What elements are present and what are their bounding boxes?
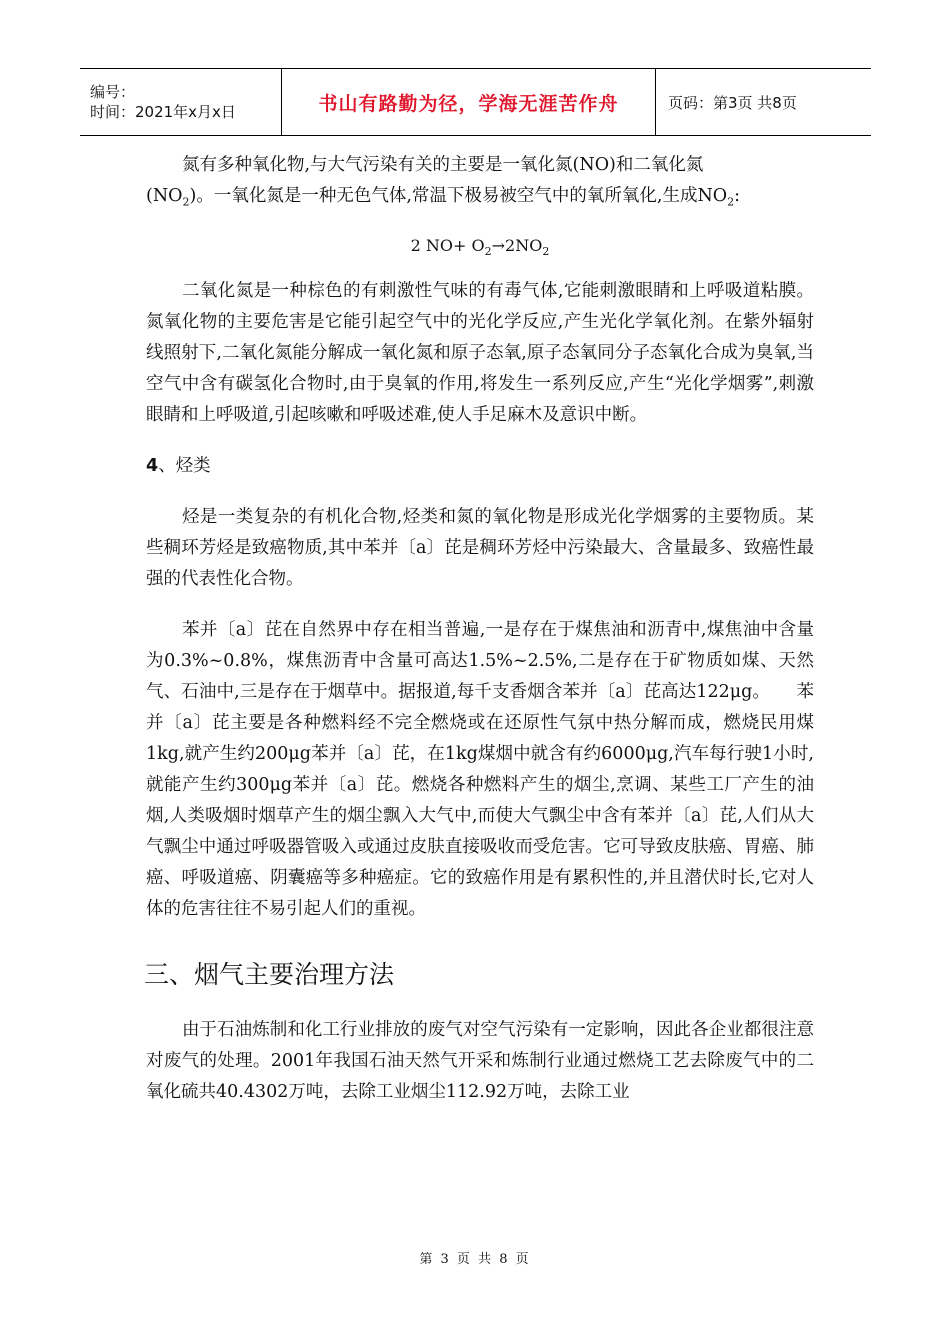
paragraph-benzopyrene: 苯并〔a〕芘在自然界中存在相当普遍,一是存在于煤焦油和沥青中,煤焦油中含量为0.3%~0.8%，煤焦沥青中含量可高达1.5%~2.5%,二是存在于矿物质如煤、天然气、石油中,三是存在于烟草中。据报道,每千支香烟含苯并〔a〕芘高达122μg。 苯并〔a〕芘主要是各种燃料经不完全燃烧或在还原性气氛中热分解而成，燃烧民用煤1kg,就产生约200μg苯并〔a〕芘，在1kg煤烟中就含有约6000μg,汽车每行驶1小时,就能产生约300μg苯并〔a〕芘。燃烧各种燃料产生的烟尘,烹调、某些工厂产生的油烟,人类吸烟时烟草产生的烟尘飘入大气中,而使大气飘尘中含有苯并〔a〕芘,人们从大气飘尘中通过呼吸器管吸入或通过皮肤直接吸收而受危害。它可导致皮肤癌、胃癌、肺癌、呼吸道癌、阴囊癌等多种癌症。它的致癌作用是有累积性的,并且潜伏时长,它对人体的危害往往不易引起人们的重视。: [146, 619, 814, 919]
equation-part-b: →2NO: [491, 235, 543, 255]
section-title-flue-gas: 三、烟气主要治理方法: [144, 959, 395, 989]
subscript-2: 2: [542, 244, 550, 258]
p1-text-a: 氮有多种氧化物,与大气污染有关的主要是一氧化氮(NO)和二氧化氮: [182, 155, 704, 175]
paragraph-nitrogen-oxides: [146, 150, 814, 181]
header-motto: [282, 69, 656, 135]
paragraph-treatment: 由于石油炼制和化工行业排放的废气对空气污染有一定影响，因此各企业都很注意对废气的处理。2001年我国石油天然气开采和炼制行业通过燃烧工艺去除废气中的二氧化硫共40.4302万吨，去除工业烟尘112.92万吨，去除工业: [146, 1019, 814, 1102]
page-info-text: 页码：第3页 共8页: [668, 93, 797, 112]
subscript-2: 2: [182, 195, 190, 209]
p1-text-b2: )。一氧化氮是一种无色气体,常温下极易被空气中的氧所氧化,生成NO: [189, 186, 728, 206]
paragraph-no2-hazards: 二氧化氮是一种棕色的有刺激性气味的有毒气体,它能刺激眼睛和上呼吸道粘膜。氮氧化物的主要危害是它能引起空气中的光化学反应,产生光化学氧化剂。在紫外辐射线照射下,二氧化氮能分解成一氧化氮和原子态氧,原子态氧同分子态氧化合成为臭氧,当空气中含有碳氢化合物时,由于臭氧的作用,将发生一系列反应,产生“光化学烟雾”,刺激眼睛和上呼吸道,引起咳嗽和呼吸述难,使人手足麻木及意识中断。: [146, 280, 814, 425]
date-label: 时间：2021年x月x日: [90, 103, 236, 121]
header-meta: [80, 69, 282, 135]
serial-number-label: 编号：: [90, 83, 136, 101]
paragraph-nitrogen-oxides-cont: [146, 181, 814, 218]
subscript-2: 2: [484, 244, 492, 258]
subheading-hydrocarbons: [146, 451, 814, 482]
p1-text-b3: :: [734, 186, 741, 206]
subheading-number: 4: [146, 455, 159, 476]
document-header: [80, 68, 871, 136]
header-page-info: [656, 69, 871, 135]
document-body: [146, 150, 814, 1108]
equation-part-a: 2 NO+ O: [410, 235, 485, 255]
page-footer: 第 3 页 共 8 页: [419, 1252, 531, 1267]
motto-text: 书山有路勤为径，学海无涯苦作舟: [318, 92, 619, 115]
subscript-2: 2: [727, 195, 735, 209]
chemical-equation: [146, 236, 814, 258]
subheading-text: 、烃类: [158, 455, 211, 476]
p1-text-b1: (NO: [146, 186, 183, 206]
paragraph-hydrocarbons: 烃是一类复杂的有机化合物,烃类和氮的氧化物是形成光化学烟雾的主要物质。某些稠环芳烃是致癌物质,其中苯并〔a〕芘是稠环芳烃中污染最大、含量最多、致癌性最强的代表性化合物。: [146, 506, 814, 589]
